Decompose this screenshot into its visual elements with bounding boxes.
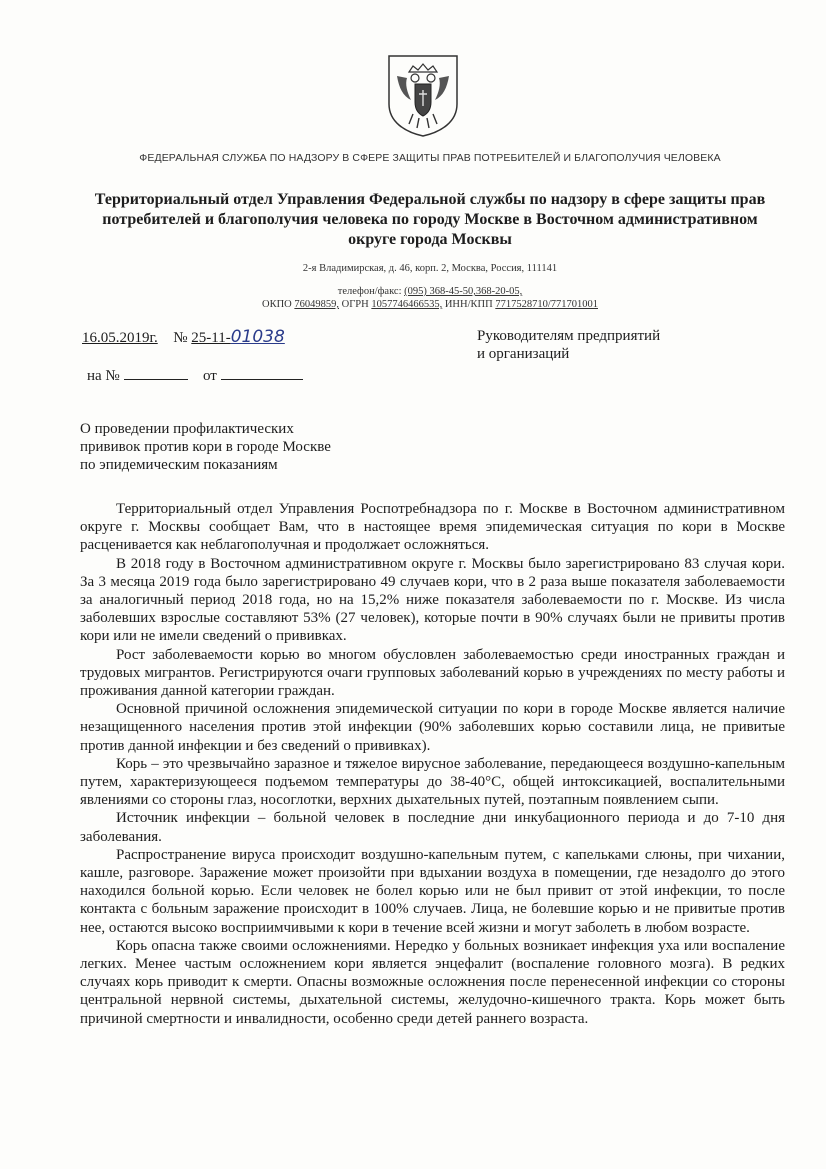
phone-line — [130, 285, 730, 298]
subject-line: по эпидемическим показаниям — [80, 457, 278, 473]
ogrn-label: ОГРН — [341, 299, 369, 310]
body-paragraph: Территориальный отдел Управления Роспотребнадзора по г. Москве в Восточном административном округе г. Москвы сообщает Вам, что в настоящее время эпидемическая ситуация по кори в Москве расценивается как неблагополучная и продолжает осложняться. — [80, 501, 785, 554]
codes-line — [130, 298, 730, 311]
letter-subject — [80, 420, 331, 474]
registration-line — [82, 327, 285, 347]
department-name: Территориальный отдел Управления Федеральной службы по надзору в сфере защиты прав потребителей и благополучия человека по городу Москве в Восточном административном округе города Москвы — [94, 191, 766, 248]
letter-date: 16.05.2019г. — [82, 330, 158, 346]
number-prefix: 25-11- — [191, 330, 231, 346]
body-paragraph: Основной причиной осложнения эпидемической ситуации по кори в городе Москве является наличие незащищенного населения против этой инфекции (90% заболевших корью составили лица, не привитые против данной инфекции и без сведений о прививках). — [80, 701, 785, 754]
inn-label: ИНН/КПП — [444, 299, 493, 310]
phone-value: (095) 368-45-50,368-20-05, — [404, 286, 523, 297]
body-paragraph: Распространение вируса происходит воздушно-капельным путем, с капельками слюны, при чихании, кашле, разговоре. Заражение может произойти при вдыхании воздуха в помещении, где незадолго до этого находился больной корью. Если человек не болел корью или не был привит от этой инфекции, то после контакта с больным заражение происходит в 100% случаев. Лица, не болевшие корью и не привитые против нее, остаются высоко восприимчивыми к кори в течение всей жизни и могут заболеть в любом возрасте. — [80, 846, 785, 936]
ref-number-blank — [124, 367, 188, 380]
recipient — [477, 327, 660, 363]
body-paragraph: Корь опасна также своими осложнениями. Нередко у больных возникает инфекция уха или воспаление легких. Менее частым осложнением кори является энцефалит (воспаление головного мозга). В редких случаях корь приводит к смерти. Опасны возможные осложнения после перенесенной инфекции со стороны центральной нервной системы, дыхательной системы, желудочно-кишечного тракта. Корь может быть причиной смертности и инвалидности, особенно среди детей раннего возраста. — [80, 937, 785, 1027]
reference-line — [87, 367, 303, 385]
okpo-value: 76049859, — [294, 299, 340, 310]
number-label: № — [173, 330, 188, 346]
body-paragraph: В 2018 году в Восточном административном округе г. Москвы было зарегистрировано 83 случая кори. За 3 месяца 2019 года было зарегистрировано 49 случаев кори, что в 2 раза выше показателя заболеваемости за аналогичный период 2018 года, но на 15,2% ниже показателя заболеваемости по г. Москве. Из числа заболевших взрослые составляют 53% (27 человек), которые почти в 90% случаях были не привиты против кори или не имели сведений о прививках. — [80, 555, 785, 645]
phone-label: телефон/факс: — [337, 286, 402, 297]
subject-line: О проведении профилактических — [80, 421, 294, 437]
department-address: 2-я Владимирская, д. 46, корп. 2, Москва, Россия, 111141 — [302, 263, 558, 274]
ref-date-blank — [221, 367, 303, 380]
letter-body — [80, 500, 785, 1028]
ref-number-label: на № — [87, 368, 120, 384]
recipient-line: Руководителям предприятий — [477, 328, 661, 344]
okpo-label: ОКПО — [262, 299, 292, 310]
coat-of-arms-icon — [385, 52, 461, 138]
subject-line: прививок против кори в городе Москве — [80, 439, 331, 455]
body-paragraph: Корь – это чрезвычайно заразное и тяжелое вирусное заболевание, передающееся воздушно-капельным путем, характеризующееся подъемом температуры до 38-40°С, общей интоксикацией, воспалительными явлениями со стороны глаз, носоглотки, верхних дыхательных путей, поэтапным появлением сыпи. — [80, 755, 785, 809]
handwritten-number: 01038 — [230, 327, 285, 347]
agency-name: ФЕДЕРАЛЬНАЯ СЛУЖБА ПО НАДЗОРУ В СФЕРЕ ЗАЩИТЫ ПРАВ ПОТРЕБИТЕЛЕЙ И БЛАГОПОЛУЧИЯ ЧЕЛОВЕКА — [139, 152, 721, 164]
recipient-line: и организаций — [477, 346, 570, 362]
contact-details — [130, 285, 730, 311]
body-paragraph: Рост заболеваемости корью во многом обусловлен заболеваемостью среди иностранных граждан и трудовых мигрантов. Регистрируются очаги групповых заболеваний корью в учреждениях по месту работы и проживания данной категории граждан. — [80, 646, 785, 700]
ogrn-value: 1057746466535, — [371, 299, 443, 310]
body-paragraph: Источник инфекции – больной человек в последние дни инкубационного периода и до 7-10 дня заболевания. — [80, 810, 785, 845]
ref-from-label: от — [203, 368, 217, 384]
inn-value: 7717528710/771701001 — [495, 299, 598, 310]
